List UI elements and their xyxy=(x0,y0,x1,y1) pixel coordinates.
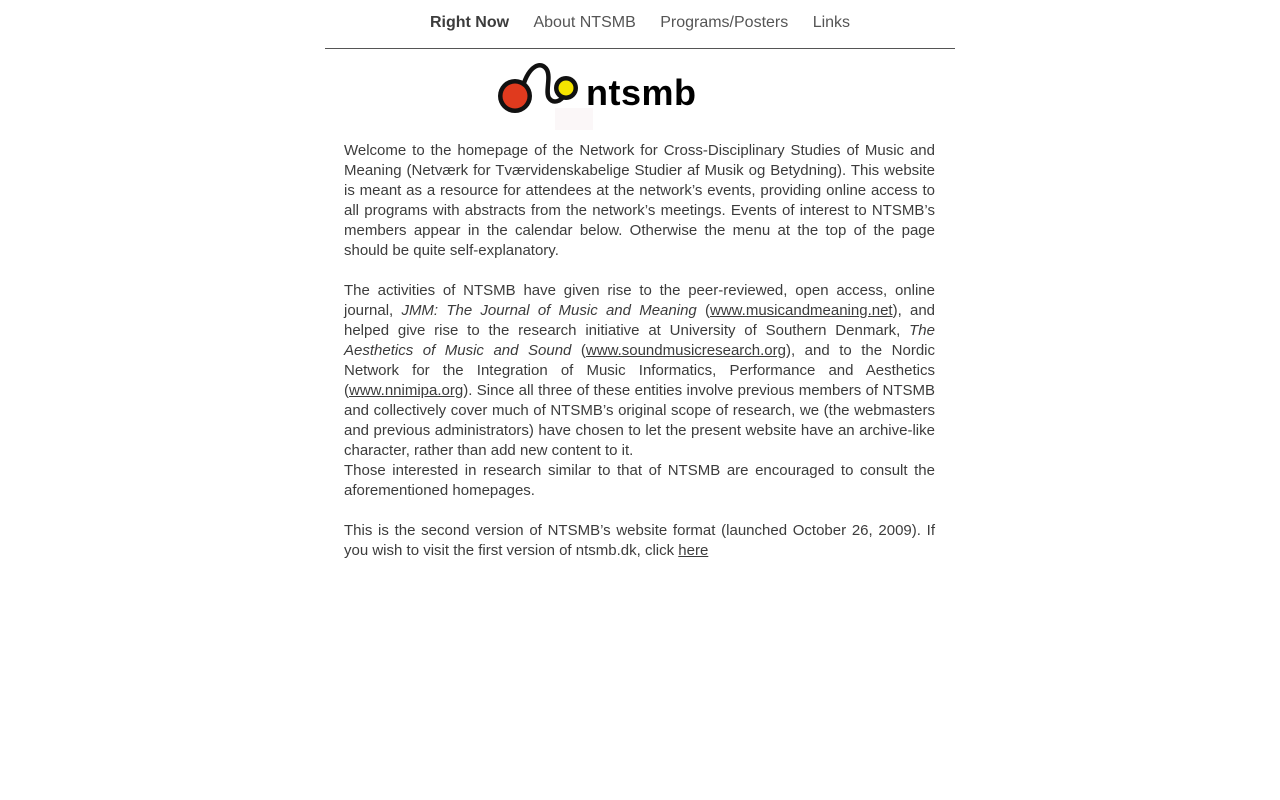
text-fragment: ). Since all three of these entities involve previous members of NTSMB and collectively cover much of NTSMB’s original scope of research, we (the webmasters and previous administrators) have chosen to let the present website have an archive-like character, rather than add new content to it. xyxy=(344,382,935,459)
nav-item-right-now xyxy=(430,14,509,32)
nav-item-about xyxy=(533,14,635,32)
nav-link-about[interactable]: About NTSMB xyxy=(533,14,636,31)
nav-link-links[interactable]: Links xyxy=(812,14,851,31)
encouragement-paragraph: Those interested in research similar to that of NTSMB are encouraged to consult the aforementioned homepages. xyxy=(344,462,935,499)
text-fragment: ( xyxy=(571,342,586,359)
nav-link-right-now[interactable]: Right Now xyxy=(429,14,510,31)
initiative-title: The Aesthetics of Music and Sound xyxy=(344,322,935,359)
top-navigation xyxy=(325,0,955,49)
nav-item-programs xyxy=(660,14,788,32)
nav-item-links xyxy=(813,14,850,32)
text-fragment: The activities of NTSMB have given rise to the peer-reviewed, open access, online journal, xyxy=(344,282,935,319)
site-logo xyxy=(495,58,695,130)
first-version-here-link[interactable]: here xyxy=(678,542,709,559)
version-paragraph xyxy=(344,521,935,561)
nnimipa-link[interactable]: www.nnimipa.org xyxy=(349,382,464,399)
music-note-logo-icon xyxy=(495,58,595,130)
logo-wordmark: ntsmb xyxy=(586,72,697,113)
journal-title: JMM: The Journal of Music and Meaning xyxy=(401,302,697,319)
activities-paragraph xyxy=(344,281,935,461)
musicandmeaning-link[interactable]: www.musicandmeaning.net xyxy=(710,302,893,319)
paragraph-spacer xyxy=(344,501,935,521)
text-fragment: ), and helped give rise to the research initiative at University of Southern Denmark, xyxy=(344,302,936,339)
nav-link-programs-posters[interactable]: Programs/Posters xyxy=(660,14,789,31)
nav-menu xyxy=(325,14,955,32)
main-content xyxy=(344,141,935,561)
paragraph-spacer xyxy=(344,261,935,281)
welcome-paragraph: Welcome to the homepage of the Network for Cross-Disciplinary Studies of Music and Meaning (Netværk for Tværvidenskabelige Studier af Musik og Betydning). This website is meant as a resource for attendees at the network’s events, providing online access to all programs with abstracts from the network’s meetings. Events of interest to NTSMB’s members appear in the calendar below. Otherwise the menu at the top of the page should be quite self-explanatory. xyxy=(344,142,935,259)
soundmusicresearch-link[interactable]: www.soundmusicresearch.org xyxy=(585,342,786,359)
text-fragment: ( xyxy=(696,302,710,319)
text-fragment: ), and to the Nordic Network for the Integration of Music Informatics, Performance and Aesthetics ( xyxy=(344,342,935,399)
text-fragment: This is the second version of NTSMB’s website format (launched October 26, 2009). If you wish to visit the first version of ntsmb.dk, click xyxy=(344,522,935,559)
